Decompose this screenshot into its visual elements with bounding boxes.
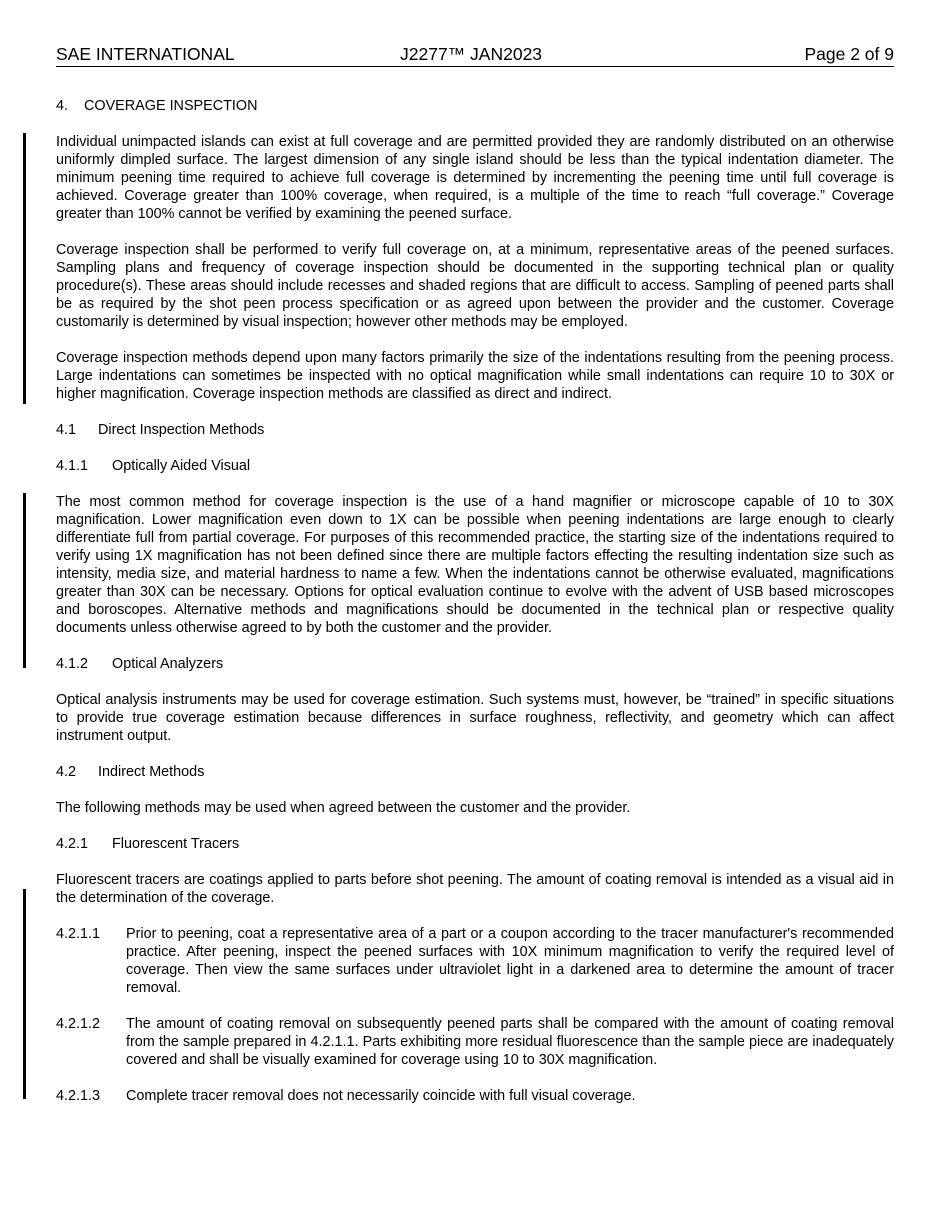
section-title: Direct Inspection Methods xyxy=(98,422,265,438)
section-title: Optically Aided Visual xyxy=(112,458,251,474)
item-number: 4.2.1.1 xyxy=(56,926,101,942)
section-heading-4-2-1 xyxy=(56,835,894,853)
section-number: 4.2.1 xyxy=(56,836,89,852)
section-heading-4-1-1 xyxy=(56,457,894,475)
section-heading-4 xyxy=(56,97,894,115)
item-number: 4.2.1.2 xyxy=(56,1016,101,1032)
item-number: 4.2.1.3 xyxy=(56,1088,101,1104)
item-text: Complete tracer removal does not necessarily coincide with full visual coverage. xyxy=(126,1088,636,1104)
paragraph: Coverage inspection shall be performed to verify full coverage on, at a minimum, representative areas of the peened surfaces. Sampling plans and frequency of coverage inspection should be documented in the supporting technical plan or quality procedure(s). These areas should include recesses and shaded regions that are difficult to access. Sampling of peened parts shall be as required by the shot peen process specification or as agreed upon between the provider and the customer. Coverage customarily is determined by visual inspection; however other methods may be employed. xyxy=(56,242,894,330)
page-header xyxy=(56,44,894,67)
list-item xyxy=(56,1087,894,1105)
section-heading-4-1 xyxy=(56,421,894,439)
section-number: 4.1.2 xyxy=(56,656,89,672)
section-number: 4.2 xyxy=(56,764,77,780)
section-number: 4.1 xyxy=(56,422,77,438)
section-number: 4.1.1 xyxy=(56,458,89,474)
section-heading-4-2 xyxy=(56,763,894,781)
section-title: COVERAGE INSPECTION xyxy=(84,98,258,114)
section-title: Optical Analyzers xyxy=(112,656,224,672)
paragraph: The following methods may be used when agreed between the customer and the provider. xyxy=(56,800,631,816)
section-number: 4. xyxy=(56,98,69,114)
item-text: Prior to peening, coat a representative area of a part or a coupon according to the tracer manufacturer's recommended practice. After peening, inspect the peened surfaces with 10X minimum magnification to verify the required level of coverage. Then view the same surfaces under ultraviolet light in a darkened area to determine the amount of tracer removal. xyxy=(126,926,894,996)
paragraph: Coverage inspection methods depend upon many factors primarily the size of the indentations resulting from the peening process. Large indentations can sometimes be inspected with no optical magnification while small indentations can require 10 to 30X or higher magnification. Coverage inspection methods are classified as direct and indirect. xyxy=(56,350,894,402)
header-org: SAE INTERNATIONAL xyxy=(56,44,235,64)
paragraph: Optical analysis instruments may be used for coverage estimation. Such systems must, however, be “trained” in specific situations to provide true coverage estimation because differences in surface roughness, reflectivity, and geometry which can affect instrument output. xyxy=(56,692,894,744)
header-page-number: Page 2 of 9 xyxy=(804,44,894,64)
header-doc-id: J2277™ JAN2023 xyxy=(400,44,543,64)
paragraph: The most common method for coverage inspection is the use of a hand magnifier or microscope capable of 10 to 30X magnification. Lower magnification even down to 1X can be possible when peening indentations are large enough to clearly differentiate full from partial coverage. For purposes of this recommended practice, the starting size of the indentations required to verify using 1X magnification has not been defined since there are multiple factors effecting the resulting indentation size such as intensity, media size, and material hardness to name a few. When the indentations cannot be otherwise evaluated, magnifications greater than 30X can be necessary. Options for optical evaluation continue to evolve with the advent of USB based microscopes and boroscopes. Alternative methods and magnifications should be documented in the technical plan or respective quality documents unless otherwise agreed to by both the customer and the provider. xyxy=(56,494,894,636)
revision-bar xyxy=(23,889,26,1099)
item-text: The amount of coating removal on subsequently peened parts shall be compared with the amount of coating removal from the sample prepared in 4.2.1.1. Parts exhibiting more residual fluorescence than the sample piece are inadequately covered and shall be visually examined for coverage using 10 to 30X magnification. xyxy=(126,1016,894,1068)
revision-bar xyxy=(23,133,26,404)
section-title: Indirect Methods xyxy=(98,764,205,780)
document-body xyxy=(56,97,894,1123)
section-title: Fluorescent Tracers xyxy=(112,836,240,852)
revision-bar xyxy=(23,493,26,668)
list-item xyxy=(56,925,894,997)
paragraph: Fluorescent tracers are coatings applied to parts before shot peening. The amount of coating removal is intended as a visual aid in the determination of the coverage. xyxy=(56,872,894,906)
paragraph: Individual unimpacted islands can exist at full coverage and are permitted provided they are randomly distributed on an otherwise uniformly dimpled surface. The largest dimension of any single island should be less than the typical indentation diameter. The minimum peening time required to achieve full coverage is determined by incrementing the peening time until full coverage is achieved. Coverage greater than 100% coverage, when required, is a multiple of the time to reach “full coverage.” Coverage greater than 100% cannot be verified by examining the peened surface. xyxy=(56,134,894,222)
list-item xyxy=(56,1015,894,1069)
section-heading-4-1-2 xyxy=(56,655,894,673)
